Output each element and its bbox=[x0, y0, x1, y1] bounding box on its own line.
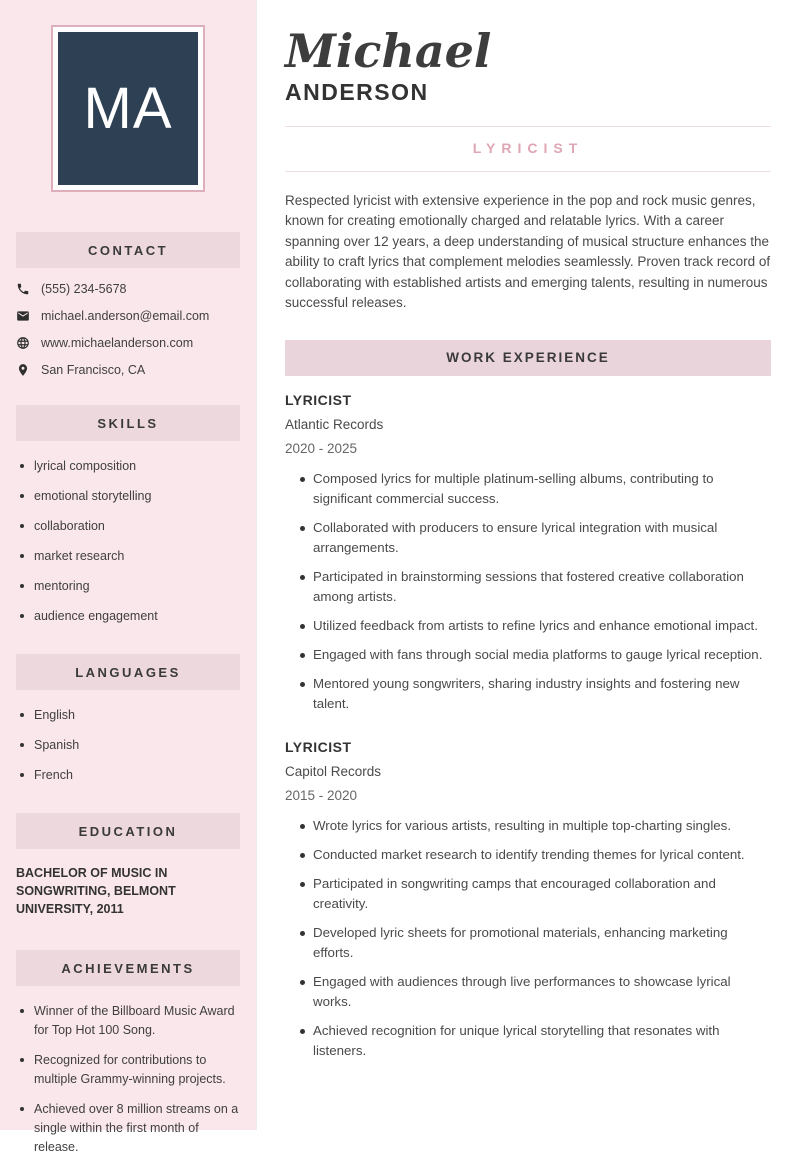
achievement-item: Achieved over 8 million streams on a single within the first month of release. bbox=[16, 1100, 240, 1157]
skill-item: emotional storytelling bbox=[16, 487, 240, 506]
achievement-item: Recognized for contributions to multiple Grammy-winning projects. bbox=[16, 1051, 240, 1089]
contact-item-website bbox=[16, 336, 240, 350]
job-entry-2 bbox=[285, 739, 771, 1061]
contact-section-header: CONTACT bbox=[16, 232, 240, 268]
role-title-strip bbox=[285, 126, 771, 172]
education-section-header: EDUCATION bbox=[16, 813, 240, 849]
job-bullet: Participated in songwriting camps that encouraged collaboration and creativity. bbox=[285, 874, 771, 914]
contact-email-text: michael.anderson@email.com bbox=[41, 309, 210, 323]
globe-icon bbox=[16, 336, 30, 350]
avatar bbox=[51, 25, 205, 192]
job-bullet: Conducted market research to identify trending themes for lyrical content. bbox=[285, 845, 771, 865]
monogram: MA bbox=[58, 32, 198, 185]
job-bullet: Engaged with fans through social media platforms to gauge lyrical reception. bbox=[285, 645, 771, 665]
job-bullet: Engaged with audiences through live performances to showcase lyrical works. bbox=[285, 972, 771, 1012]
first-name: Michael bbox=[285, 24, 492, 78]
main-column bbox=[257, 0, 800, 1130]
language-item: English bbox=[16, 706, 240, 725]
skill-item: audience engagement bbox=[16, 607, 240, 626]
role-title: LYRICIST bbox=[472, 139, 584, 156]
job-bullet: Utilized feedback from artists to refine lyrics and enhance emotional impact. bbox=[285, 616, 771, 636]
job-bullet: Mentored young songwriters, sharing industry insights and fostering new talent. bbox=[285, 674, 771, 714]
job-entry-1 bbox=[285, 392, 771, 714]
contact-item-location bbox=[16, 363, 240, 377]
language-item: Spanish bbox=[16, 736, 240, 755]
achievement-item: Winner of the Billboard Music Award for Top Hot 100 Song. bbox=[16, 1002, 240, 1040]
education-degree: BACHELOR OF MUSIC IN SONGWRITING, BELMONT UNIVERSITY, 2011 bbox=[16, 866, 176, 916]
job-bullet-list bbox=[285, 469, 771, 714]
job-bullet: Developed lyric sheets for promotional materials, enhancing marketing efforts. bbox=[285, 923, 771, 963]
skill-item: mentoring bbox=[16, 577, 240, 596]
job-bullet: Achieved recognition for unique lyrical storytelling that resonates with listeners. bbox=[285, 1021, 771, 1061]
language-item: French bbox=[16, 766, 240, 785]
skill-item: market research bbox=[16, 547, 240, 566]
job-title: LYRICIST bbox=[285, 391, 352, 408]
languages-list bbox=[16, 706, 240, 785]
job-bullet: Participated in brainstorming sessions that fostered creative collaboration among artists. bbox=[285, 567, 771, 607]
sidebar bbox=[0, 0, 257, 1154]
achievements-section-header: ACHIEVEMENTS bbox=[16, 950, 240, 986]
last-name: ANDERSON bbox=[285, 78, 429, 105]
achievements-list bbox=[16, 1002, 240, 1157]
skill-item: lyrical composition bbox=[16, 457, 240, 476]
languages-section-header: LANGUAGES bbox=[16, 654, 240, 690]
job-dates: 2015 - 2020 bbox=[285, 787, 358, 803]
summary-paragraph: Respected lyricist with extensive experience in the pop and rock music genres, known for creating emotionally charged and relatable lyrics. With a career spanning over 12 years, a deep understanding of musical structure enhances the ability to craft lyrics that complement melodies seamlessly. Proven track record of collaborating with established artists and emerging talents, resulting in numerous successful releases. bbox=[285, 192, 771, 311]
job-title: LYRICIST bbox=[285, 738, 352, 755]
job-bullet: Collaborated with producers to ensure lyrical integration with musical arrangements. bbox=[285, 518, 771, 558]
phone-icon bbox=[16, 282, 30, 296]
job-bullet-list bbox=[285, 816, 771, 1061]
email-icon bbox=[16, 309, 30, 323]
skills-section-header: SKILLS bbox=[16, 405, 240, 441]
work-experience-header: WORK EXPERIENCE bbox=[285, 340, 771, 376]
skills-list bbox=[16, 457, 240, 626]
contact-location-text: San Francisco, CA bbox=[41, 363, 146, 377]
job-company: Atlantic Records bbox=[285, 416, 384, 432]
contact-list bbox=[16, 282, 240, 377]
location-icon bbox=[16, 363, 30, 377]
job-company: Capitol Records bbox=[285, 763, 382, 779]
job-bullet: Composed lyrics for multiple platinum-selling albums, contributing to significant commercial success. bbox=[285, 469, 771, 509]
contact-website-text: www.michaelanderson.com bbox=[41, 336, 194, 350]
job-dates: 2020 - 2025 bbox=[285, 440, 358, 456]
contact-item-phone bbox=[16, 282, 240, 296]
skill-item: collaboration bbox=[16, 517, 240, 536]
contact-phone-text: (555) 234-5678 bbox=[41, 282, 127, 296]
contact-item-email bbox=[16, 309, 240, 323]
job-bullet: Wrote lyrics for various artists, resulting in multiple top-charting singles. bbox=[285, 816, 771, 836]
